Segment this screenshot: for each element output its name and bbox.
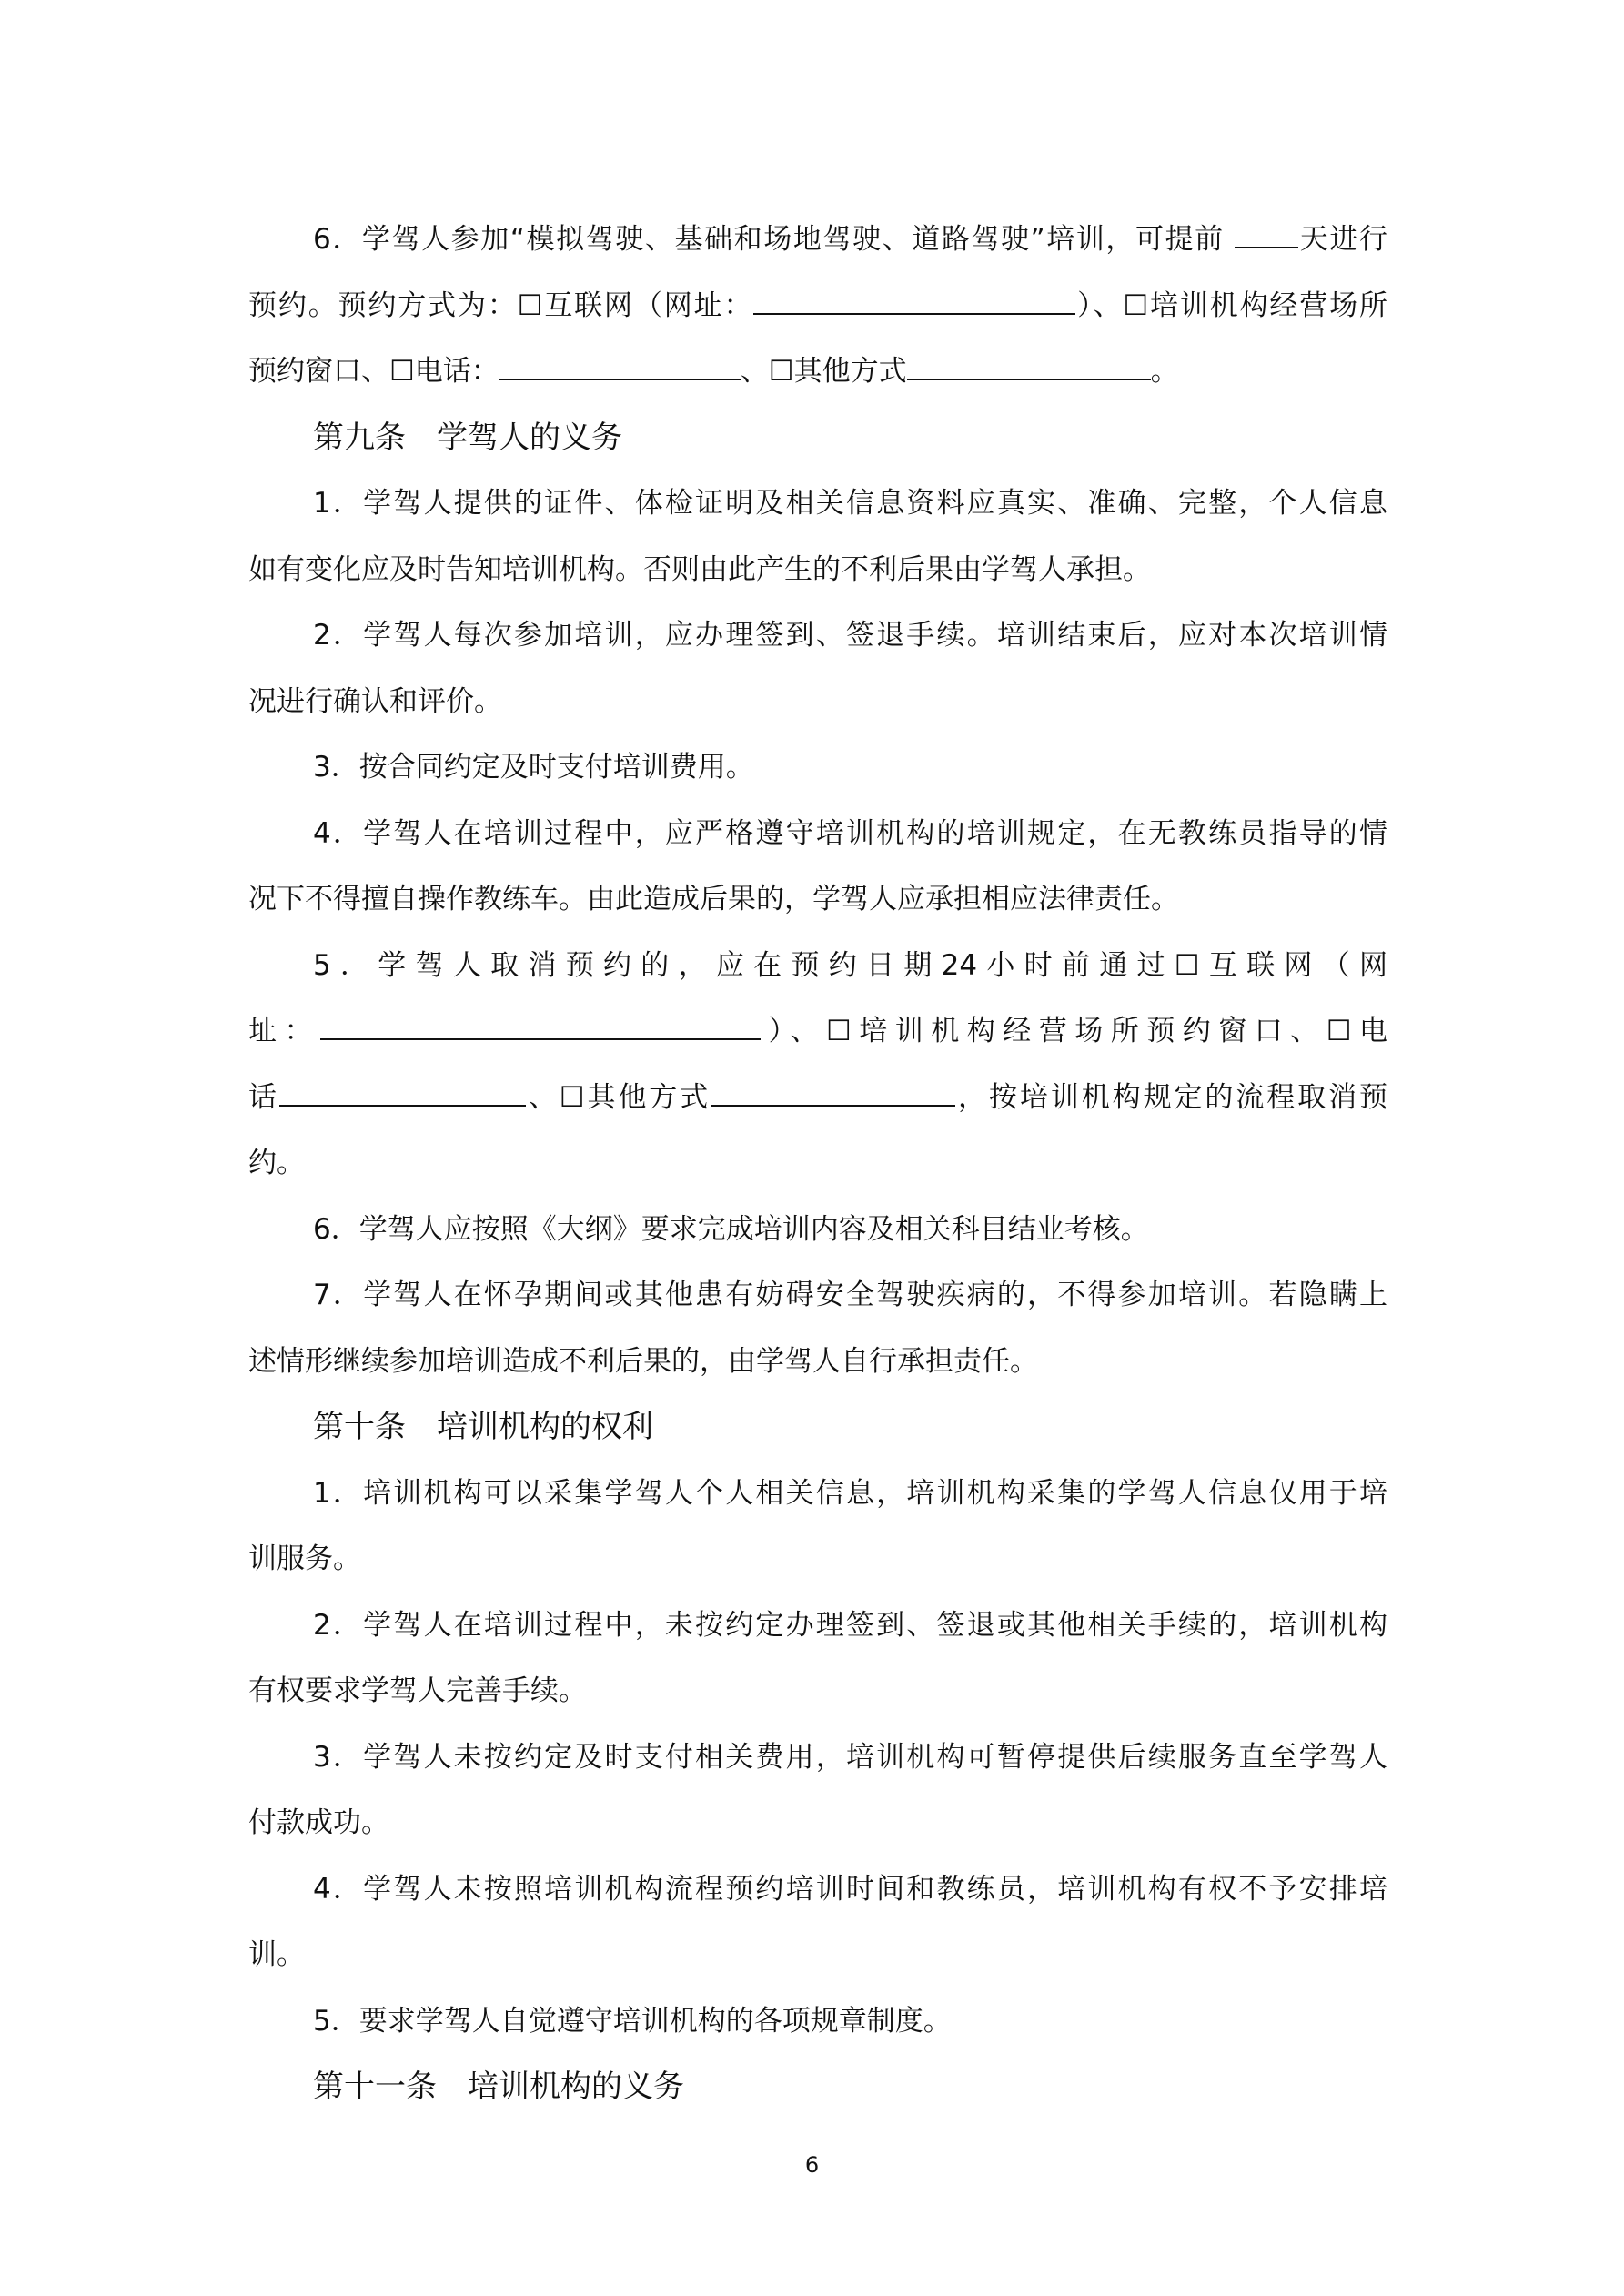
text: 、☐其他方式 [740,355,907,388]
paragraph-line: 4．学驾人未按照培训机构流程预约培训时间和教练员，培训机构有权不予安排培 [313,1872,1387,1906]
paragraph-line: 1．学驾人提供的证件、体检证明及相关信息资料应真实、准确、完整，个人信息 [313,487,1387,520]
booking-clause-line [248,207,1387,273]
article-11-heading: 第十一条 培训机构的义务 [313,2068,684,2105]
text: 、☐其他方式 [525,1080,711,1114]
text: 话 [248,1080,279,1114]
text: ，按培训机构规定的流程取消预 [955,1080,1387,1114]
paragraph-line: 2．学驾人在培训过程中，未按约定办理签到、签退或其他相关手续的，培训机构 [313,1608,1387,1642]
text: 天进行 [1298,223,1387,256]
text: 预约。预约方式为：☐互联网（网址： [248,288,754,322]
paragraph-line: 4．学驾人在培训过程中，应严格遵守培训机构的培训规定，在无教练员指导的情 [313,816,1387,850]
website-blank[interactable] [320,1015,761,1040]
paragraph-line: 如有变化应及时告知培训机构。否则由此产生的不利后果由学驾人承担。 [248,552,1151,586]
paragraph-line [248,1065,1387,1131]
document-page [248,207,1387,2120]
website-blank[interactable] [753,289,1075,315]
paragraph-line: 约。 [248,1147,305,1179]
page-number: 6 [804,2152,820,2178]
paragraph-line: 述情形继续参加培训造成不利后果的，由学驾人自行承担责任。 [248,1344,1038,1378]
paragraph-line [248,998,1387,1065]
paragraph-line: 训服务。 [248,1542,361,1575]
booking-clause-line [248,339,1387,405]
text: 预约窗口、☐电话： [248,355,499,388]
other-method-blank[interactable] [907,355,1151,380]
article-10-heading: 第十条 培训机构的权利 [313,1409,653,1445]
booking-clause-line [248,273,1387,339]
paragraph-line: 训。 [248,1938,305,1971]
article-9-heading: 第九条 学驾人的义务 [313,419,622,456]
text: ）、☐培训机构经营场所 [1075,288,1387,322]
phone-blank[interactable] [279,1081,526,1107]
paragraph-line: 况进行确认和评价。 [248,684,502,718]
paragraph-line: 7．学驾人在怀孕期间或其他患有妨碍安全驾驶疾病的，不得参加培训。若隐瞒上 [313,1279,1387,1311]
paragraph-line: 5．要求学驾人自觉遵守培训机构的各项规章制度。 [313,2004,952,2038]
text: 。 [1150,355,1179,388]
text: 6．学驾人参加“模拟驾驶、基础和场地驾驶、道路驾驶”培训，可提前 [313,223,1236,256]
phone-blank[interactable] [499,355,741,380]
paragraph-line: 有权要求学驾人完善手续。 [248,1674,587,1707]
paragraph-line: 5．学驾人取消预约的，应在预约日期24小时前通过☐互联网（网 [313,948,1387,982]
text: ）、☐培训机构经营场所预约窗口、☐电 [761,1015,1387,1047]
paragraph-line: 况下不得擅自操作教练车。由此造成后果的，学驾人应承担相应法律责任。 [248,883,1179,915]
paragraph-line: 3．按合同约定及时支付培训费用。 [313,751,754,784]
paragraph-line: 3．学驾人未按约定及时支付相关费用，培训机构可暂停提供后续服务直至学驾人 [313,1740,1387,1774]
paragraph-line: 付款成功。 [248,1806,389,1839]
days-blank[interactable] [1235,223,1298,248]
paragraph-line: 2．学驾人每次参加培训，应办理签到、签退手续。培训结束后，应对本次培训情 [313,619,1387,652]
paragraph-line: 1．培训机构可以采集学驾人个人相关信息，培训机构采集的学驾人信息仅用于培 [313,1476,1387,1510]
text: 址： [248,1015,320,1047]
other-method-blank[interactable] [711,1081,955,1107]
paragraph-line: 6．学驾人应按照《大纲》要求完成培训内容及相关科目结业考核。 [313,1212,1149,1246]
